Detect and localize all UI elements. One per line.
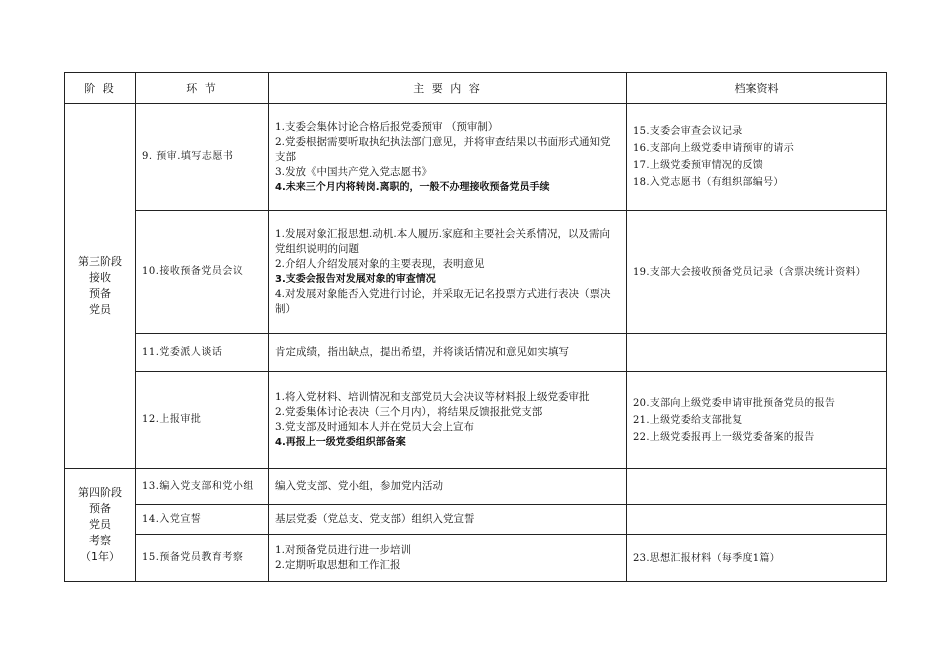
content-line: 1.将入党材料、培训情况和支部党员大会决议等材料报上级党委审批 [275, 391, 590, 403]
content-line: 4.对发展对象能否入党进行讨论，并采取无记名投票方式进行表决（票决制） [275, 288, 611, 315]
stage-4-cell [65, 469, 136, 582]
party-member-process-table [64, 72, 887, 582]
archive-cell [627, 505, 887, 535]
stage-3-line: 第三阶段 [78, 255, 122, 268]
stage-4-line: （1年） [80, 550, 120, 563]
table-row [65, 469, 887, 505]
content-line: 基层党委（党总支、党支部）组织入党宣誓 [275, 513, 475, 525]
archive-line: 21.上级党委给支部批复 [633, 414, 743, 426]
archive-cell [627, 372, 887, 469]
stage-3-line: 预备 [89, 287, 111, 300]
content-cell [269, 104, 627, 211]
content-line: 4.未来三个月内将转岗.离职的，一般不办理接收预备党员手续 [275, 181, 550, 193]
step-cell: 9. 预审.填写志愿书 [136, 104, 269, 211]
stage-3-line: 接收 [89, 271, 111, 284]
archive-cell [627, 535, 887, 582]
step-cell: 12.上报审批 [136, 372, 269, 469]
step-cell: 13.编入党支部和党小组 [136, 469, 269, 505]
content-line: 2.党委集体讨论表决（三个月内），将结果反馈报批党支部 [275, 406, 543, 418]
content-cell [269, 535, 627, 582]
table-row [65, 505, 887, 535]
content-line: 肯定成绩，指出缺点，提出希望，并将谈话情况和意见如实填写 [275, 346, 569, 358]
archive-line: 22.上级党委报再上一级党委备案的报告 [633, 431, 815, 443]
table-row [65, 535, 887, 582]
header-content: 主 要 内 容 [269, 73, 627, 104]
content-line: 2.党委根据需要听取执纪执法部门意见，并将审查结果以书面形式通知党支部 [275, 135, 611, 163]
content-line: 1.发展对象汇报思想.动机.本人履历.家庭和主要社会关系情况，以及需向党组织说明的问题 [275, 228, 611, 255]
archive-line: 23.思想汇报材料（每季度1篇） [633, 552, 781, 564]
content-line: 3.支委会报告对发展对象的审查情况 [275, 274, 436, 285]
stage-4-line: 党员 [89, 518, 111, 531]
content-line: 2.介绍人介绍发展对象的主要表现，表明意见 [275, 258, 485, 270]
content-line: 编入党支部、党小组，参加党内活动 [275, 480, 443, 492]
content-cell [269, 469, 627, 505]
table-row [65, 104, 887, 211]
content-cell [269, 211, 627, 334]
stage-3-line: 党员 [89, 303, 111, 316]
table-row [65, 372, 887, 469]
stage-4-line: 考察 [89, 534, 111, 547]
content-line: 3.党支部及时通知本人并在党员大会上宣布 [275, 421, 475, 433]
step-cell: 15.预备党员教育考察 [136, 535, 269, 582]
archive-cell [627, 334, 887, 372]
step-cell: 10.接收预备党员会议 [136, 211, 269, 334]
step-cell: 14.入党宣誓 [136, 505, 269, 535]
content-line: 1.支委会集体讨论合格后报党委预审 （预审制） [275, 120, 499, 133]
content-line: 2.定期听取思想和工作汇报 [275, 559, 401, 571]
table-row [65, 211, 887, 334]
content-line: 3.发放《中国共产党入党志愿书》 [275, 165, 433, 178]
content-line: 1.对预备党员进行进一步培训 [275, 544, 412, 556]
archive-cell [627, 211, 887, 334]
header-step: 环 节 [136, 73, 269, 104]
archive-line: 20.支部向上级党委申请审批预备党员的报告 [633, 397, 836, 409]
archive-line: 19.支部大会接收预备党员记录（含票决统计资料） [633, 266, 867, 278]
table-row [65, 334, 887, 372]
archive-line: 16.支部向上级党委申请预审的请示 [633, 143, 795, 154]
step-cell: 11.党委派人谈话 [136, 334, 269, 372]
archive-cell [627, 104, 887, 211]
content-cell [269, 505, 627, 535]
content-line: 4.再报上一级党委组织部备案 [275, 437, 406, 448]
stage-4-line: 第四阶段 [78, 486, 122, 499]
header-archive: 档案资料 [627, 73, 887, 104]
archive-line: 15.支委会审查会议记录 [633, 126, 743, 137]
archive-cell [627, 469, 887, 505]
table-header-row [65, 73, 887, 104]
content-cell [269, 334, 627, 372]
stage-3-cell [65, 104, 136, 469]
stage-4-line: 预备 [89, 502, 111, 515]
header-stage: 阶 段 [65, 73, 136, 104]
archive-line: 18.入党志愿书（有组织部编号） [633, 177, 784, 188]
archive-line: 17.上级党委预审情况的反馈 [633, 160, 764, 171]
content-cell [269, 372, 627, 469]
